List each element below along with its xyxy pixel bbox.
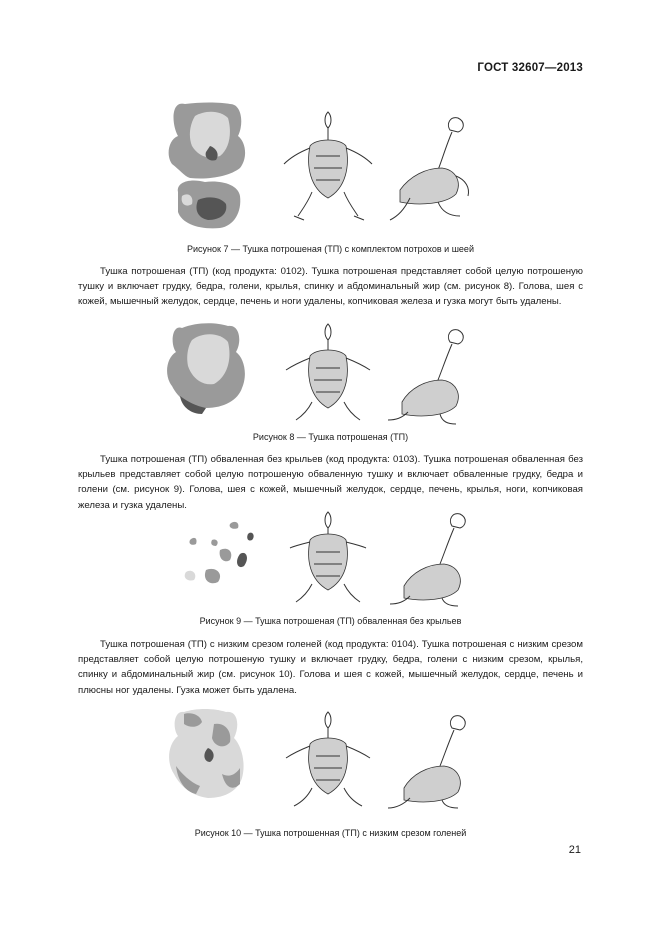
skeleton-front-drawing xyxy=(286,324,370,420)
carcass-photo xyxy=(169,709,244,798)
paragraph-code-0104: Тушка потрошеная (ТП) с низким срезом голеней (код продукта: 0104). Тушка потрошеная с низким срезом представляет собой целую потрошеную тушку и включает грудку, бедра, голени с низким срезом, крылья, спинку и абдоминальный жир (см. рисунок 10). Голова и шея с кожей, мышечный желудок, сердце, печень и плюсны ног удалены. Гузка может быть удалена. xyxy=(78,639,583,696)
figure-7-illustration xyxy=(150,96,530,234)
figure-9-illustration xyxy=(150,510,530,610)
skeleton-front-drawing xyxy=(290,512,366,602)
figure-7-caption: Рисунок 7 — Тушка потрошеная (ТП) с комплектом потрохов и шеей xyxy=(187,244,474,254)
carcass-photo xyxy=(169,103,245,229)
figure-9-caption: Рисунок 9 — Тушка потрошеная (ТП) обваленная без крыльев xyxy=(199,616,462,626)
paragraph-code-0103: Тушка потрошеная (ТП) обваленная без крыльев (код продукта: 0103). Тушка потрошеная обваленная без крыльев представляет собой целую потрошеную обваленную тушку и включает обваленные грудку, бедра и голени (см. рисунок 9). Голова, шея с кожей, мышечный желудок, сердце, печень, крылья, ноги, копчиковая железа и гузка удалены. xyxy=(78,454,583,511)
skeleton-side-drawing xyxy=(388,330,463,424)
figure-10-illustration xyxy=(150,704,530,816)
skeleton-side-drawing xyxy=(390,118,469,220)
page-number: 21 xyxy=(568,844,581,856)
skeleton-side-drawing xyxy=(388,716,465,808)
figure-8-illustration xyxy=(150,318,530,426)
carcass-photo xyxy=(167,323,245,414)
figure-8-caption: Рисунок 8 — Тушка потрошеная (ТП) xyxy=(252,432,409,442)
skeleton-front-drawing xyxy=(286,712,370,806)
skeleton-front-drawing xyxy=(284,112,372,220)
paragraph-code-0102: Тушка потрошеная (ТП) (код продукта: 0102). Тушка потрошеная представляет собой целую потрошеную тушку и включает грудку, бедра, голени, крылья, спинку и абдоминальный жир (см. рисунок 8). Голова, шея с кожей, мышечный желудок, сердце, печень и ноги удалены, копчиковая железа и гузка могут быть удалены. xyxy=(78,266,583,308)
deboned-carcass-photo xyxy=(185,522,254,583)
document-standard-number: ГОСТ 32607—2013 xyxy=(477,62,583,74)
figure-10-caption: Рисунок 10 — Тушка потрошенная (ТП) с низким срезом голеней xyxy=(194,828,467,838)
skeleton-side-drawing xyxy=(390,514,465,606)
